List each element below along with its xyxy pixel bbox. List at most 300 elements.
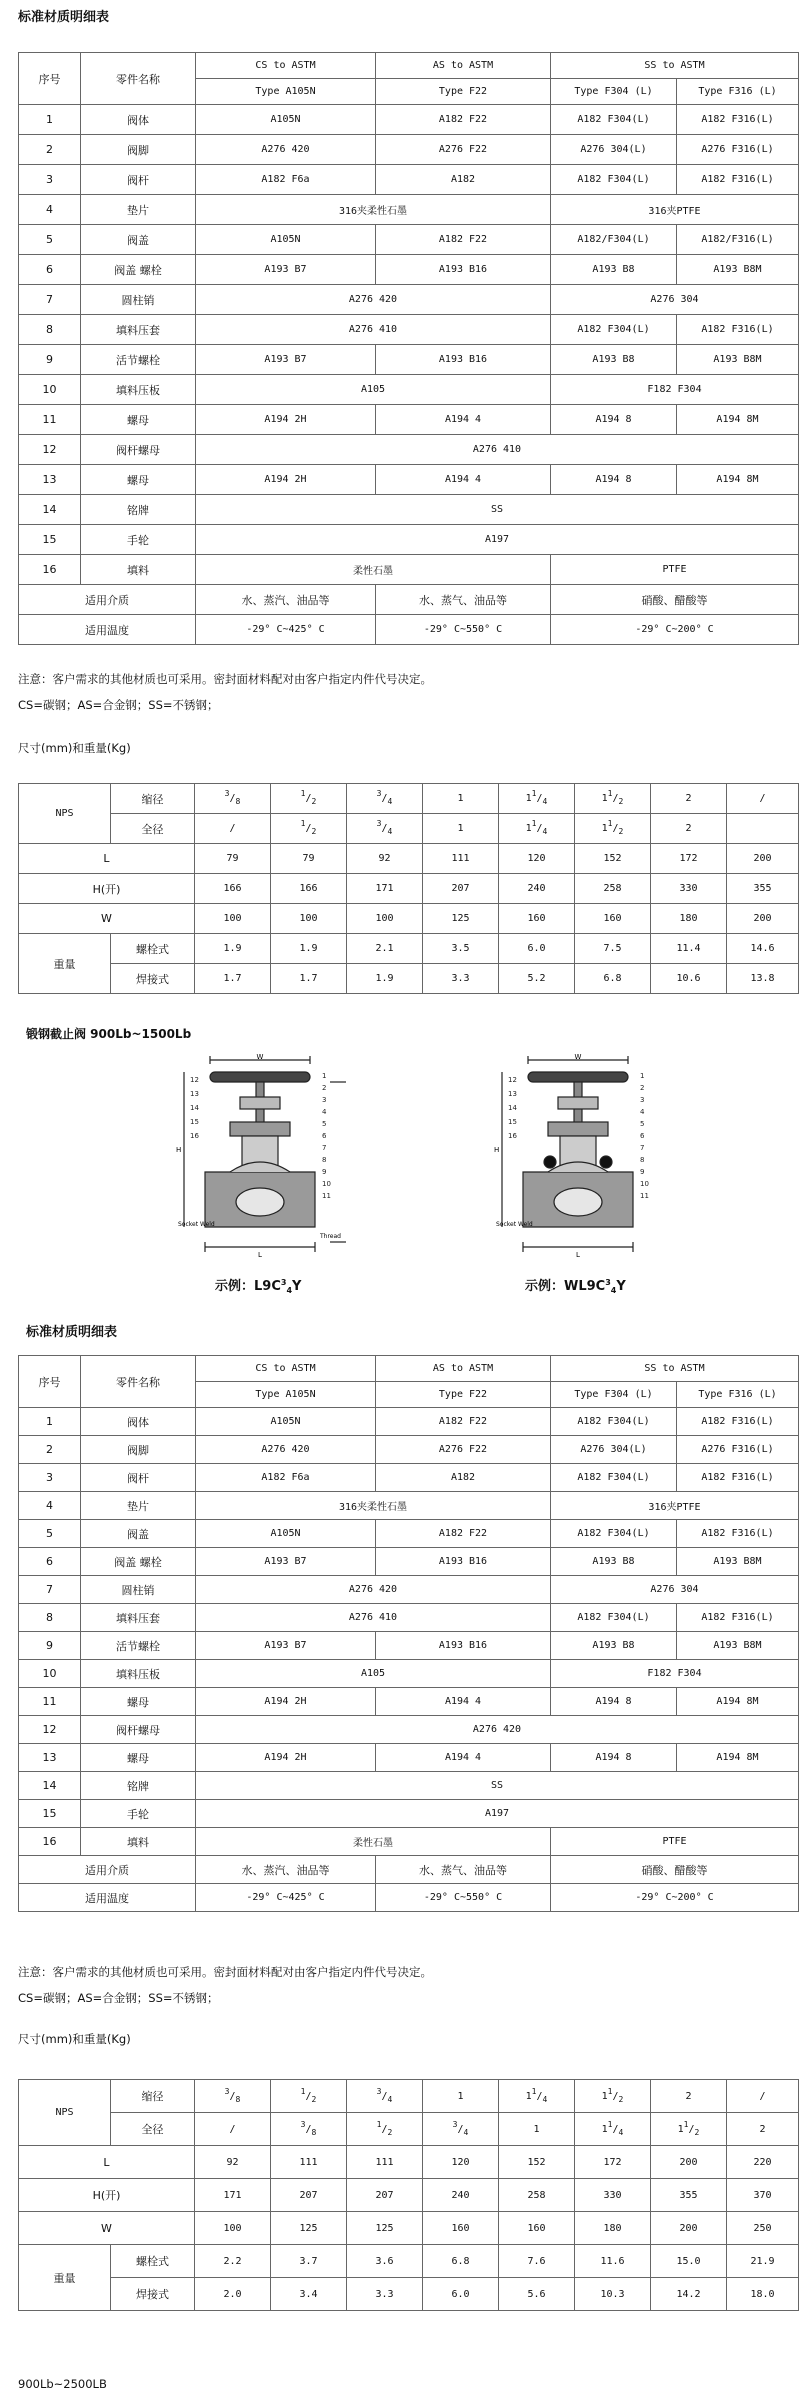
weight-value: 21.9: [727, 2245, 799, 2278]
material-cell: 316夹柔性石墨: [196, 195, 551, 225]
material-cell: A182/F304(L): [551, 225, 677, 255]
part-callout-number: 1: [640, 1072, 645, 1080]
table-row: [19, 405, 799, 435]
dim-value: 79: [195, 844, 271, 874]
material-cell: A194 8: [551, 1744, 677, 1772]
size-title-1: 尺寸(mm)和重量(Kg): [18, 741, 131, 755]
part-callout-number: 12: [508, 1076, 517, 1084]
size-cell: /: [727, 2080, 799, 2113]
part-name: 手轮: [81, 1800, 196, 1828]
material-cell: A194 8M: [677, 1688, 799, 1716]
medium-ss: 硝酸、醋酸等: [551, 585, 799, 615]
weight-value: 14.2: [651, 2278, 727, 2311]
material-cell: A276 304(L): [551, 1436, 677, 1464]
part-name: 阀盖 螺栓: [81, 1548, 196, 1576]
h-label-left: H: [176, 1146, 182, 1154]
part-callout-number: 8: [322, 1156, 327, 1164]
size-cell: $1^1/_2$: [575, 2080, 651, 2113]
part-name: 螺母: [81, 465, 196, 495]
row-number: 4: [19, 195, 81, 225]
material-cell: A182: [376, 165, 551, 195]
table-row: [19, 1744, 799, 1772]
row-number: 2: [19, 1436, 81, 1464]
col-as-type: Type F22: [376, 79, 551, 105]
material-cell: A182 F316(L): [677, 165, 799, 195]
temp-label: 适用温度: [19, 615, 196, 645]
part-name: 螺母: [81, 1744, 196, 1772]
row-number: 5: [19, 1520, 81, 1548]
table-row: [19, 525, 799, 555]
weight-label: 重量: [19, 2245, 111, 2311]
material-cell: A193 B16: [376, 1632, 551, 1660]
table-row: [19, 465, 799, 495]
size-cell: $^1/_2$: [271, 2080, 347, 2113]
size-cell: $^1/_2$: [271, 814, 347, 844]
dim-value: 120: [423, 2146, 499, 2179]
part-callout-number: 8: [640, 1156, 645, 1164]
row-number: 3: [19, 1464, 81, 1492]
part-name: 圆柱销: [81, 285, 196, 315]
dim-L-label: L: [19, 844, 195, 874]
dim-value: 125: [271, 2212, 347, 2245]
part-callout-number: 14: [190, 1104, 199, 1112]
row-number: 8: [19, 1604, 81, 1632]
material-cell: A193 B7: [196, 345, 376, 375]
material-cell: A197: [196, 525, 799, 555]
weight-value: 2.0: [195, 2278, 271, 2311]
size-cell: $1^1/_4$: [499, 784, 575, 814]
material-cell: A105N: [196, 225, 376, 255]
material-cell: A194 4: [376, 405, 551, 435]
part-name: 阀杆: [81, 1464, 196, 1492]
dim-L-label: L: [19, 2146, 195, 2179]
weight-value: 11.6: [575, 2245, 651, 2278]
material-cell: A197: [196, 1800, 799, 1828]
part-name: 圆柱销: [81, 1576, 196, 1604]
part-name: 垫片: [81, 195, 196, 225]
temp-ss: -29° C~200° C: [551, 1884, 799, 1912]
medium-cs: 水、蒸汽、油品等: [196, 1856, 376, 1884]
weight-value: 5.2: [499, 964, 575, 994]
col-as-type: Type F22: [376, 1382, 551, 1408]
part-name: 活节螺栓: [81, 1632, 196, 1660]
dim-value: 250: [727, 2212, 799, 2245]
size-cell: $^3/_4$: [347, 784, 423, 814]
socket-label-right: Socket Weld: [496, 1221, 533, 1228]
part-name: 填料压板: [81, 375, 196, 405]
weight-value: 3.6: [347, 2245, 423, 2278]
col-as-header: AS to ASTM: [376, 1356, 551, 1382]
size-cell: 1: [499, 2113, 575, 2146]
material-cell: A182 F316(L): [677, 1408, 799, 1436]
material-cell: A182 F304(L): [551, 315, 677, 345]
material-cell: A194 8M: [677, 465, 799, 495]
size-cell: 2: [651, 784, 727, 814]
part-callout-number: 10: [640, 1180, 649, 1188]
weight-label: 重量: [19, 934, 111, 994]
material-cell: A182 F304(L): [551, 1520, 677, 1548]
part-name: 阀脚: [81, 1436, 196, 1464]
part-name: 阀盖: [81, 225, 196, 255]
material-cell: A193 B16: [376, 255, 551, 285]
forged-valve-title: 锻钢截止阀 900Lb~1500Lb: [26, 1027, 192, 1041]
table-row: [19, 1604, 799, 1632]
weight-value: 3.3: [347, 2278, 423, 2311]
weight-value: 3.3: [423, 964, 499, 994]
material-cell: A182 F304(L): [551, 165, 677, 195]
part-name: 活节螺栓: [81, 345, 196, 375]
part-callout-number: 15: [190, 1118, 199, 1126]
material-cell: A276 F316(L): [677, 1436, 799, 1464]
material-cell: 柔性石墨: [196, 1828, 551, 1856]
dimension-table-1: [18, 783, 799, 994]
material-cell: A276 304(L): [551, 135, 677, 165]
material-cell: PTFE: [551, 555, 799, 585]
col-ss-type-304: Type F304 (L): [551, 79, 677, 105]
dim-value: 330: [575, 2179, 651, 2212]
size-cell: $1^1/_2$: [651, 2113, 727, 2146]
weight-value: 14.6: [727, 934, 799, 964]
size-cell: $1^1/_4$: [499, 2080, 575, 2113]
dim-value: 207: [347, 2179, 423, 2212]
size-cell: /: [195, 814, 271, 844]
part-name: 阀体: [81, 105, 196, 135]
table-row: [19, 1800, 799, 1828]
material-cell: A182: [376, 1464, 551, 1492]
col-cs-header: CS to ASTM: [196, 1356, 376, 1382]
row-number: 16: [19, 555, 81, 585]
table-row: [19, 225, 799, 255]
material-cell: A194 8: [551, 1688, 677, 1716]
table-row: [19, 435, 799, 465]
material-cell: A105: [196, 1660, 551, 1688]
material-cell: A182 F304(L): [551, 1604, 677, 1632]
part-callout-number: 4: [322, 1108, 327, 1116]
weight-value: 6.8: [423, 2245, 499, 2278]
table-row: [19, 345, 799, 375]
part-callout-number: 2: [322, 1084, 327, 1092]
dim-value: 171: [347, 874, 423, 904]
weight-value: 7.5: [575, 934, 651, 964]
h-label-right: H: [494, 1146, 500, 1154]
part-name: 阀脚: [81, 135, 196, 165]
material-cell: 柔性石墨: [196, 555, 551, 585]
material-cell: A193 B8M: [677, 255, 799, 285]
col-cs-type: Type A105N: [196, 79, 376, 105]
material-cell: A194 4: [376, 1744, 551, 1772]
dim-value: 152: [575, 844, 651, 874]
dim-value: 100: [195, 904, 271, 934]
dim-value: 207: [271, 2179, 347, 2212]
material-cell: A194 8: [551, 465, 677, 495]
table-row: [19, 1632, 799, 1660]
row-number: 1: [19, 105, 81, 135]
note-line-3: 注意：客户需求的其他材质也可采用。密封面材料配对由客户指定内件代号决定。: [18, 1965, 432, 1979]
material-cell: A193 B16: [376, 1548, 551, 1576]
material-cell: A194 2H: [196, 1688, 376, 1716]
dim-value: 220: [727, 2146, 799, 2179]
part-name: 阀杆螺母: [81, 1716, 196, 1744]
part-name: 螺母: [81, 1688, 196, 1716]
table-row: [19, 1660, 799, 1688]
material-cell: A182 F316(L): [677, 1604, 799, 1632]
weight-value: 1.7: [195, 964, 271, 994]
size-cell: $1^1/_2$: [575, 784, 651, 814]
part-callout-number: 3: [322, 1096, 327, 1104]
part-callout-number: 5: [640, 1120, 645, 1128]
size-cell: $^3/_8$: [195, 2080, 271, 2113]
table-row: [19, 1772, 799, 1800]
size-cell: $^3/_4$: [347, 2080, 423, 2113]
part-callout-number: 14: [508, 1104, 517, 1112]
table-row: [19, 1492, 799, 1520]
part-callout-number: 11: [322, 1192, 331, 1200]
valve-diagram-left: [170, 1052, 380, 1272]
part-name: 铭牌: [81, 495, 196, 525]
material-cell: A194 4: [376, 1688, 551, 1716]
dim-value: 172: [651, 844, 727, 874]
table-row: [19, 165, 799, 195]
table-row: [19, 1688, 799, 1716]
material-cell: A276 410: [196, 435, 799, 465]
dim-value: 79: [271, 844, 347, 874]
part-callout-number: 7: [322, 1144, 327, 1152]
section1-title: 标准材质明细表: [18, 10, 110, 25]
size-cell: $^1/_2$: [347, 2113, 423, 2146]
footer-text: 900Lb~2500LB: [18, 2377, 107, 2391]
material-cell: A194 2H: [196, 405, 376, 435]
size-cell: /: [195, 2113, 271, 2146]
weight-value: 6.0: [499, 934, 575, 964]
col-part-header: 零件名称: [81, 1356, 196, 1408]
part-name: 阀杆: [81, 165, 196, 195]
material-cell: A276 F22: [376, 135, 551, 165]
medium-cs: 水、蒸汽、油品等: [196, 585, 376, 615]
weight-value: 1.9: [195, 934, 271, 964]
row-number: 10: [19, 375, 81, 405]
dim-H-label: H(开): [19, 874, 195, 904]
material-cell: A182 F316(L): [677, 105, 799, 135]
col-part-header: 零件名称: [81, 53, 196, 105]
material-cell: A194 8: [551, 405, 677, 435]
weight-value: 10.3: [575, 2278, 651, 2311]
size-cell: 1: [423, 2080, 499, 2113]
material-cell: A193 B7: [196, 1632, 376, 1660]
part-callout-number: 3: [640, 1096, 645, 1104]
medium-ss: 硝酸、醋酸等: [551, 1856, 799, 1884]
medium-label: 适用介质: [19, 585, 196, 615]
part-callout-number: 1: [322, 1072, 327, 1080]
table-row: [19, 1828, 799, 1856]
size-cell: $1^1/_2$: [575, 814, 651, 844]
nps-label: NPS: [19, 784, 111, 844]
part-callout-number: 16: [190, 1132, 199, 1140]
weight-value: 2.2: [195, 2245, 271, 2278]
dim-value: 111: [423, 844, 499, 874]
table-row: [19, 555, 799, 585]
material-cell: A194 8M: [677, 1744, 799, 1772]
dim-W-label: W: [19, 904, 195, 934]
row-number: 9: [19, 1632, 81, 1660]
dim-value: 207: [423, 874, 499, 904]
material-cell: A193 B8M: [677, 1548, 799, 1576]
material-cell: A276 420: [196, 135, 376, 165]
weight-value: 11.4: [651, 934, 727, 964]
part-callout-number: 15: [508, 1118, 517, 1126]
table-row: [19, 1716, 799, 1744]
size-cell: /: [727, 784, 799, 814]
dim-value: 200: [727, 904, 799, 934]
material-cell: 316夹PTFE: [551, 1492, 799, 1520]
part-name: 填料: [81, 555, 196, 585]
material-cell: A194 8M: [677, 405, 799, 435]
row-number: 7: [19, 285, 81, 315]
material-cell: F182 F304: [551, 1660, 799, 1688]
col-cs-header: CS to ASTM: [196, 53, 376, 79]
temp-cs: -29° C~425° C: [196, 615, 376, 645]
material-cell: A276 F22: [376, 1436, 551, 1464]
material-cell: A193 B16: [376, 345, 551, 375]
dim-value: 100: [195, 2212, 271, 2245]
part-callout-number: 16: [508, 1132, 517, 1140]
material-cell: A105N: [196, 105, 376, 135]
caption-right: 示例：$WL9C^3_4Y$: [525, 1278, 626, 1295]
table-row: [19, 1520, 799, 1548]
material-cell: A276 420: [196, 1576, 551, 1604]
material-cell: A194 4: [376, 465, 551, 495]
weight-value: 6.0: [423, 2278, 499, 2311]
caption-left: 示例：$L9C^3_4Y$: [215, 1278, 302, 1295]
weight-value: 7.6: [499, 2245, 575, 2278]
part-name: 阀盖: [81, 1520, 196, 1548]
material-cell: A182 F22: [376, 225, 551, 255]
dim-W-label: W: [19, 2212, 195, 2245]
col-ss-type-304: Type F304 (L): [551, 1382, 677, 1408]
row-number: 5: [19, 225, 81, 255]
weight-value: 3.4: [271, 2278, 347, 2311]
material-cell: A182 F22: [376, 1408, 551, 1436]
dim-value: 355: [727, 874, 799, 904]
weight-value: 2.1: [347, 934, 423, 964]
reduced-bore-label: 缩径: [111, 784, 195, 814]
l-label-right: L: [576, 1251, 580, 1259]
material-cell: A182 F316(L): [677, 1520, 799, 1548]
part-name: 螺母: [81, 405, 196, 435]
full-bore-label: 全径: [111, 814, 195, 844]
dim-value: 240: [423, 2179, 499, 2212]
temp-as: -29° C~550° C: [376, 1884, 551, 1912]
row-number: 4: [19, 1492, 81, 1520]
row-number: 14: [19, 495, 81, 525]
row-number: 16: [19, 1828, 81, 1856]
table-row: [19, 1548, 799, 1576]
part-callout-number: 4: [640, 1108, 645, 1116]
part-name: 填料压板: [81, 1660, 196, 1688]
part-callout-number: 11: [640, 1192, 649, 1200]
temp-as: -29° C~550° C: [376, 615, 551, 645]
material-cell: A276 F316(L): [677, 135, 799, 165]
row-number: 1: [19, 1408, 81, 1436]
welded-label: 焊接式: [111, 964, 195, 994]
table-row: [19, 285, 799, 315]
temp-ss: -29° C~200° C: [551, 615, 799, 645]
col-ss-header: SS to ASTM: [551, 53, 799, 79]
part-callout-number: 5: [322, 1120, 327, 1128]
dim-value: 180: [651, 904, 727, 934]
material-cell: A182 F316(L): [677, 1464, 799, 1492]
dim-value: 160: [575, 904, 651, 934]
table-row: [19, 255, 799, 285]
table-row: [19, 315, 799, 345]
note-line-4: CS=碳钢；AS=合金钢；SS=不锈钢；: [18, 1991, 219, 2005]
size-cell: $^1/_2$: [271, 784, 347, 814]
material-cell: A105N: [196, 1520, 376, 1548]
part-callout-number: 6: [640, 1132, 645, 1140]
table-row: [19, 135, 799, 165]
material-cell: A182 F6a: [196, 165, 376, 195]
size-cell: 2: [727, 2113, 799, 2146]
row-number: 11: [19, 1688, 81, 1716]
dim-value: 258: [575, 874, 651, 904]
part-callout-number: 9: [640, 1168, 645, 1176]
row-number: 9: [19, 345, 81, 375]
material-cell: A193 B8: [551, 255, 677, 285]
material-cell: A182 F304(L): [551, 1464, 677, 1492]
part-callout-number: 6: [322, 1132, 327, 1140]
weight-value: 15.0: [651, 2245, 727, 2278]
material-cell: A182 F6a: [196, 1464, 376, 1492]
dim-value: 172: [575, 2146, 651, 2179]
size-cell: 1: [423, 814, 499, 844]
table-row: [19, 495, 799, 525]
part-callout-number: 2: [640, 1084, 645, 1092]
material-table-1: [18, 52, 799, 645]
material-cell: 316夹PTFE: [551, 195, 799, 225]
col-ss-header: SS to ASTM: [551, 1356, 799, 1382]
row-number: 10: [19, 1660, 81, 1688]
medium-as: 水、蒸气、油品等: [376, 1856, 551, 1884]
w-label-right: W: [574, 1053, 582, 1061]
dim-value: 240: [499, 874, 575, 904]
row-number: 6: [19, 255, 81, 285]
dim-value: 160: [499, 904, 575, 934]
material-cell: A276 420: [196, 1716, 799, 1744]
material-cell: A276 420: [196, 1436, 376, 1464]
dim-value: 111: [347, 2146, 423, 2179]
row-number: 7: [19, 1576, 81, 1604]
row-number: 12: [19, 1716, 81, 1744]
w-label-left: W: [256, 1053, 264, 1061]
dim-value: 200: [651, 2146, 727, 2179]
dim-value: 370: [727, 2179, 799, 2212]
dim-value: 120: [499, 844, 575, 874]
material-cell: A105: [196, 375, 551, 405]
material-cell: SS: [196, 495, 799, 525]
welded-label: 焊接式: [111, 2278, 195, 2311]
socket-label-left: Socket Weld: [178, 1221, 215, 1228]
temp-label: 适用温度: [19, 1884, 196, 1912]
dim-value: 180: [575, 2212, 651, 2245]
row-number: 2: [19, 135, 81, 165]
col-no-header: 序号: [19, 1356, 81, 1408]
material-cell: A276 304: [551, 1576, 799, 1604]
dim-value: 152: [499, 2146, 575, 2179]
material-cell: A194 2H: [196, 1744, 376, 1772]
row-number: 13: [19, 1744, 81, 1772]
weight-value: 5.6: [499, 2278, 575, 2311]
table-row: [19, 375, 799, 405]
material-cell: A276 410: [196, 1604, 551, 1632]
